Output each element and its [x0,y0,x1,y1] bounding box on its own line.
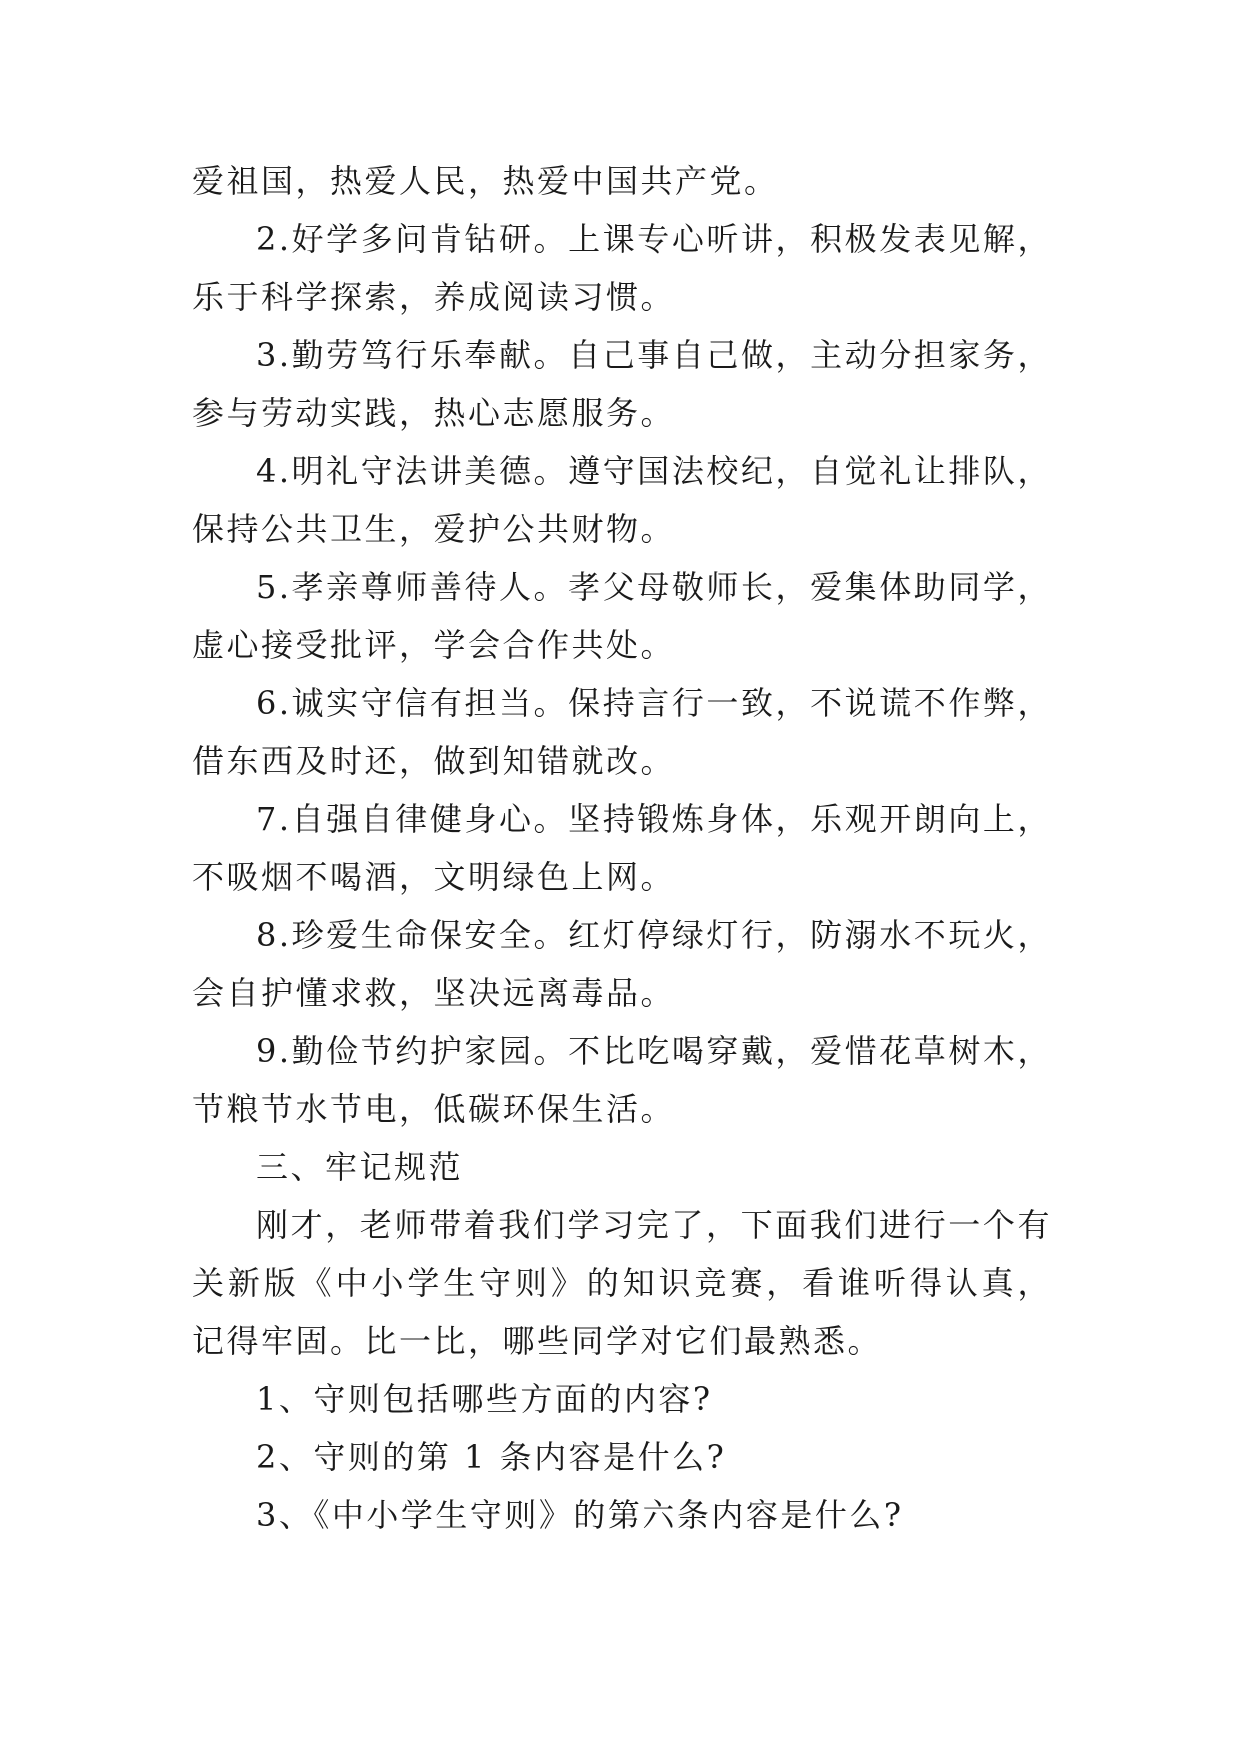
rule-item-4: 4.明礼守法讲美德。遵守国法校纪，自觉礼让排队，保持公共卫生，爱护公共财物。 [192,452,1052,548]
quiz-question-1: 1、守则包括哪些方面的内容? [256,1380,713,1418]
paragraph-intro-continuation: 爱祖国，热爱人民，热爱中国共产党。 [192,162,779,200]
quiz-question-3: 3、《中小学生守则》的第六条内容是什么? [256,1496,904,1534]
rule-item-5: 5.孝亲尊师善待人。孝父母敬师长，爱集体助同学，虚心接受批评，学会合作共处。 [192,568,1052,664]
rule-item-2: 2.好学多问肯钻研。上课专心听讲，积极发表见解，乐于科学探索，养成阅读习惯。 [192,220,1052,316]
rule-item-6: 6.诚实守信有担当。保持言行一致，不说谎不作弊，借东西及时还，做到知错就改。 [192,684,1052,780]
rule-item-9: 9.勤俭节约护家园。不比吃喝穿戴，爱惜花草树木，节粮节水节电，低碳环保生活。 [192,1032,1052,1128]
rule-item-7: 7.自强自律健身心。坚持锻炼身体，乐观开朗向上，不吸烟不喝酒，文明绿色上网。 [192,800,1052,896]
document-body [192,152,1052,1544]
section-heading: 三、牢记规范 [256,1148,464,1186]
quiz-intro-paragraph: 刚才，老师带着我们学习完了，下面我们进行一个有关新版《中小学生守则》的知识竞赛，看谁听得认真，记得牢固。比一比，哪些同学对它们最熟悉。 [192,1206,1052,1360]
quiz-question-2: 2、守则的第 1 条内容是什么? [256,1438,727,1476]
rule-item-8: 8.珍爱生命保安全。红灯停绿灯行，防溺水不玩火，会自护懂求救，坚决远离毒品。 [192,916,1052,1012]
rule-item-3: 3.勤劳笃行乐奉献。自己事自己做，主动分担家务，参与劳动实践，热心志愿服务。 [192,336,1052,432]
